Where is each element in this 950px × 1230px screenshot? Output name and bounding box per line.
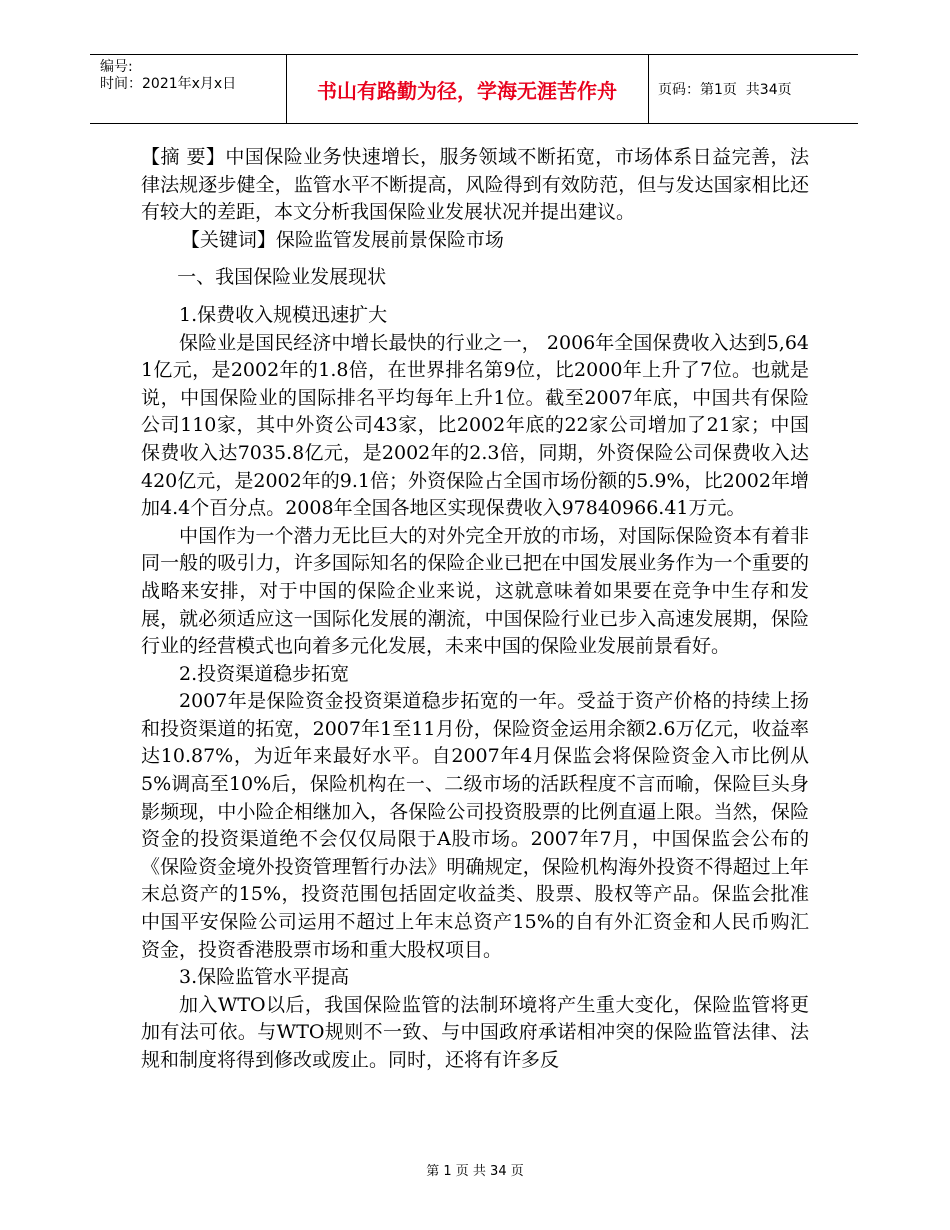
section-heading: 一、我国保险业发展现状 bbox=[177, 266, 387, 289]
keywords-line: 【关键词】保险监管发展前景保险市场 bbox=[180, 228, 504, 251]
page-footer: 第 1 页 共 34 页 bbox=[426, 1164, 524, 1179]
header-page-info bbox=[648, 55, 858, 123]
document-body bbox=[141, 144, 809, 1075]
page-info-text: 页码：第1页 共34页 bbox=[658, 82, 792, 98]
abstract-paragraph: 【摘 要】中国保险业务快速增长，服务领域不断拓宽，市场体系日益完善，法律法规逐步健全，监管水平不断提高，风险得到有效防范，但与发达国家相比还有较大的差距，本文分析我国保险业发展状况并提出建议。 bbox=[141, 146, 809, 224]
header-motto: 书山有路勤为径，学海无涯苦作舟 bbox=[317, 78, 617, 103]
subsection-heading: 2.投资渠道稳步拓宽 bbox=[179, 662, 350, 685]
subsection-heading: 1.保费收入规模迅速扩大 bbox=[179, 303, 388, 326]
code-label: 编号: bbox=[100, 59, 133, 75]
body-paragraph: 加入WTO以后，我国保险监管的法制环境将产生重大变化，保险监管将更加有法可依。与WTO规则不一致、与中国政府承诺相冲突的保险监管法律、法规和制度将得到修改或废止。同时，还将有许多反 bbox=[141, 993, 809, 1071]
body-paragraph: 2007年是保险资金投资渠道稳步拓宽的一年。受益于资产价格的持续上扬和投资渠道的拓宽，2007年1至11月份，保险资金运用余额2.6万亿元，收益率达10.87%，为近年来最好水平。自2007年4月保监会将保险资金入市比例从5%调高至10%后，保险机构在一、二级市场的活跃程度不言而喻，保险巨头身影频现，中小险企相继加入，各保险公司投资股票的比例直逼上限。当然，保险资金的投资渠道绝不会仅仅局限于A股市场。2007年7月，中国保监会公布的《保险资金境外投资管理暂行办法》明确规定，保险机构海外投资不得超过上年末总资产的15%，投资范围包括固定收益类、股票、股权等产品。保监会批准中国平安保险公司运用不超过上年末总资产15%的自有外汇资金和人民币购汇资金，投资香港股票市场和重大股权项目。 bbox=[141, 690, 809, 961]
time-label: 时间：2021年x月x日 bbox=[100, 76, 237, 92]
document-header bbox=[90, 54, 858, 124]
header-meta bbox=[100, 59, 284, 93]
subsection-heading: 3.保险监管水平提高 bbox=[179, 966, 350, 989]
body-paragraph: 保险业是国民经济中增长最快的行业之一， 2006年全国保费收入达到5,641亿元，是2002年的1.8倍，在世界排名第9位，比2000年上升了7位。也就是说，中国保险业的国际排名平均每年上升1位。截至2007年底，中国共有保险公司110家，其中外资公司43家，比2002年底的22家公司增加了21家；中国保费收入达7035.8亿元，是2002年的2.3倍，同期，外资保险公司保费收入达420亿元，是2002年的9.1倍；外资保险占全国市场份额的5.9%，比2002年增加4.4个百分点。2008年全国各地区实现保费收入97840966.41万元。 bbox=[141, 331, 809, 520]
body-paragraph: 中国作为一个潜力无比巨大的对外完全开放的市场，对国际保险资本有着非同一般的吸引力，许多国际知名的保险企业已把在中国发展业务作为一个重要的战略来安排，对于中国的保险企业来说，这就意味着如果要在竞争中生存和发展，就必须适应这一国际化发展的潮流，中国保险行业已步入高速发展期，保险行业的经营模式也向着多元化发展，未来中国的保险业发展前景看好。 bbox=[141, 524, 809, 658]
